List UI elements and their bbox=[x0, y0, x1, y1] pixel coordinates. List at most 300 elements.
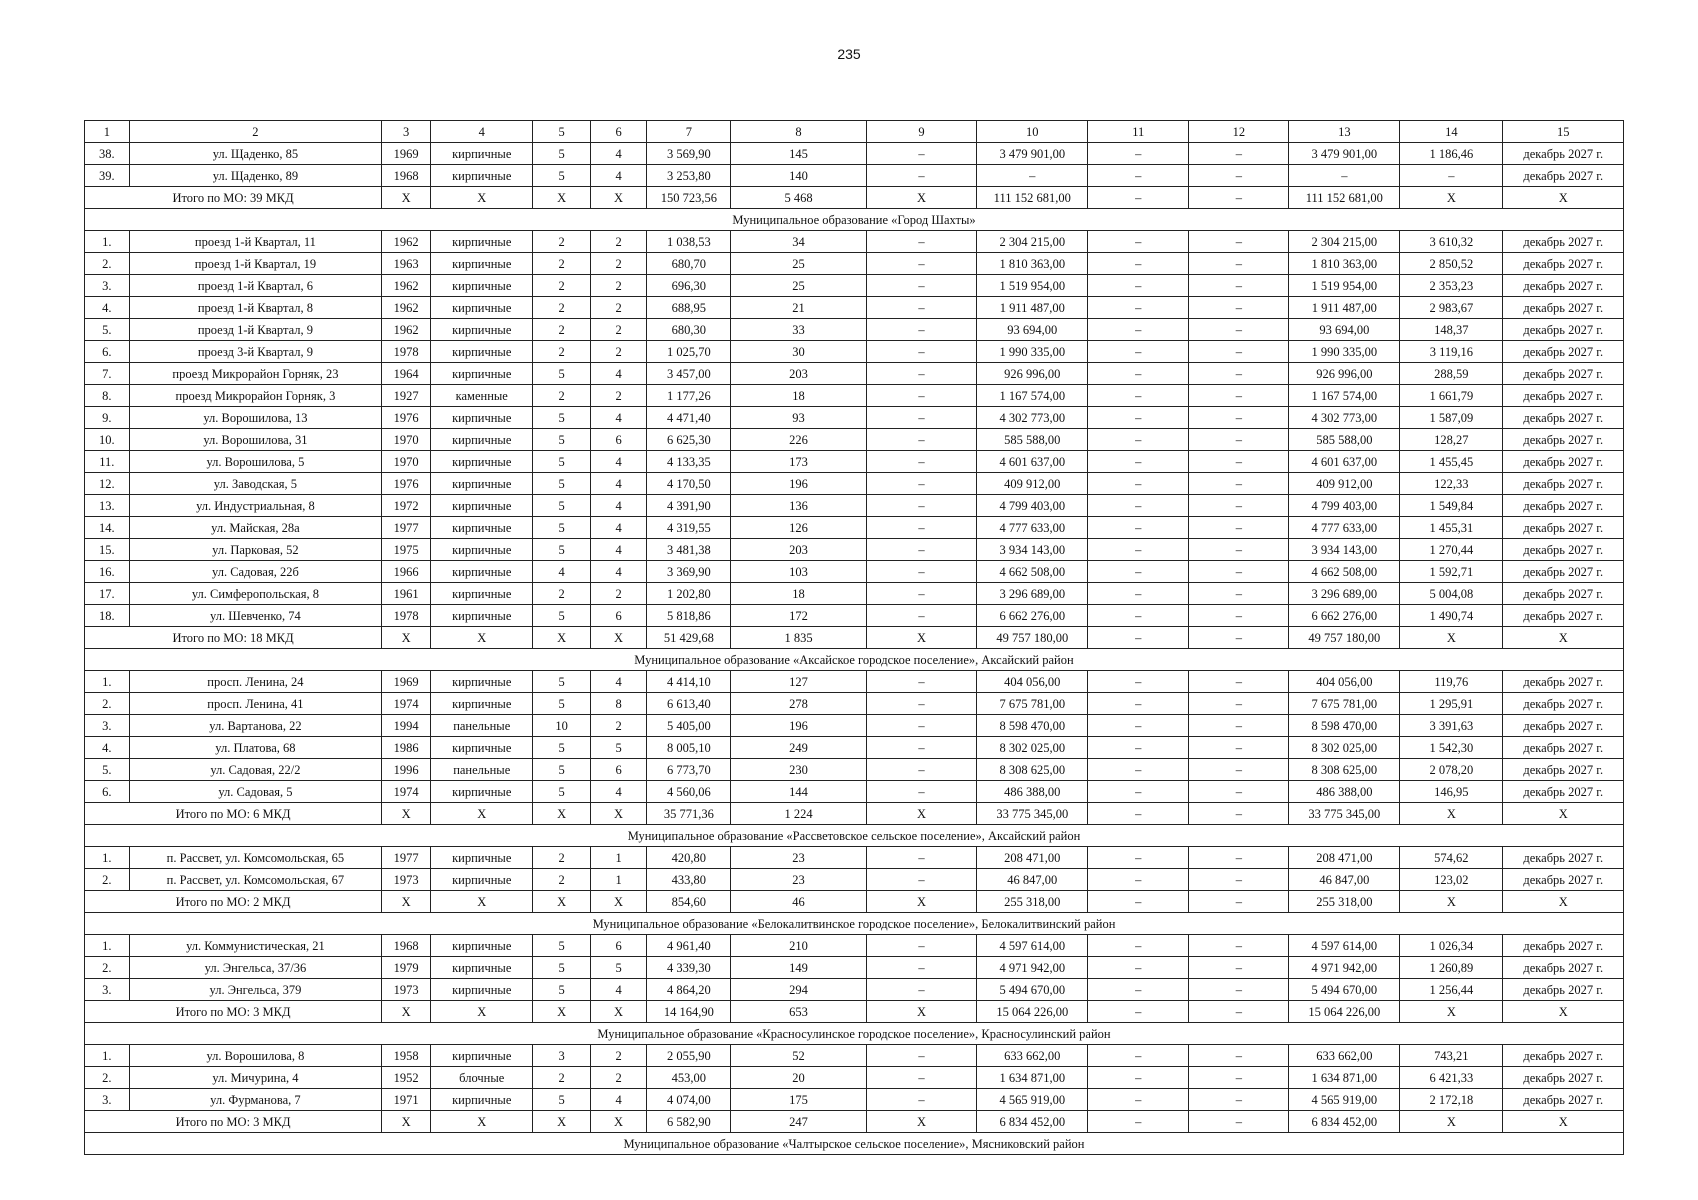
table-cell: 33 bbox=[731, 319, 866, 341]
table-cell: – bbox=[1088, 231, 1189, 253]
table-cell: 1 025,70 bbox=[647, 341, 731, 363]
table-cell: 1 587,09 bbox=[1400, 407, 1503, 429]
table-cell: 4 133,35 bbox=[647, 451, 731, 473]
municipality-row bbox=[85, 825, 1624, 847]
table-cell: 1 490,74 bbox=[1400, 605, 1503, 627]
table-cell: 4 bbox=[590, 451, 646, 473]
table-cell: 249 bbox=[731, 737, 866, 759]
table-cell: 4 799 403,00 bbox=[977, 495, 1088, 517]
table-cell: – bbox=[866, 407, 977, 429]
table-cell: ул. Ворошилова, 31 bbox=[129, 429, 381, 451]
table-cell: каменные bbox=[431, 385, 533, 407]
table-cell: – bbox=[1088, 869, 1189, 891]
table-cell: 4 bbox=[590, 363, 646, 385]
table-cell: кирпичные bbox=[431, 297, 533, 319]
total-cell: 15 064 226,00 bbox=[1289, 1001, 1400, 1023]
table-cell: декабрь 2027 г. bbox=[1503, 759, 1624, 781]
table-cell: ул. Фурманова, 7 bbox=[129, 1089, 381, 1111]
table-cell: 8 308 625,00 bbox=[1289, 759, 1400, 781]
table-cell: 5 bbox=[590, 957, 646, 979]
table-cell: 4 339,30 bbox=[647, 957, 731, 979]
table-cell: 1962 bbox=[382, 231, 431, 253]
table-cell: декабрь 2027 г. bbox=[1503, 781, 1624, 803]
table-cell: декабрь 2027 г. bbox=[1503, 583, 1624, 605]
table-cell: 2 bbox=[590, 231, 646, 253]
total-cell: 854,60 bbox=[647, 891, 731, 913]
table-cell: 3 296 689,00 bbox=[977, 583, 1088, 605]
table-row bbox=[85, 605, 1624, 627]
total-cell: 49 757 180,00 bbox=[1289, 627, 1400, 649]
table-cell: декабрь 2027 г. bbox=[1503, 737, 1624, 759]
total-cell: 15 064 226,00 bbox=[977, 1001, 1088, 1023]
table-cell: ул. Щаденко, 89 bbox=[129, 165, 381, 187]
table-cell: 3 119,16 bbox=[1400, 341, 1503, 363]
table-cell: кирпичные bbox=[431, 517, 533, 539]
table-cell: 2 850,52 bbox=[1400, 253, 1503, 275]
table-row bbox=[85, 495, 1624, 517]
table-cell: 3 479 901,00 bbox=[1289, 143, 1400, 165]
column-number-cell: 3 bbox=[382, 121, 431, 143]
table-cell: 6 bbox=[590, 605, 646, 627]
table-cell: 1 990 335,00 bbox=[977, 341, 1088, 363]
table-cell: 123,02 bbox=[1400, 869, 1503, 891]
table-cell: 1978 bbox=[382, 605, 431, 627]
table-row bbox=[85, 539, 1624, 561]
table-cell: 2 bbox=[533, 319, 591, 341]
table-row bbox=[85, 517, 1624, 539]
table-cell: – bbox=[866, 517, 977, 539]
table-cell: 6. bbox=[85, 781, 130, 803]
table-cell: 2. bbox=[85, 253, 130, 275]
column-number-cell: 10 bbox=[977, 121, 1088, 143]
table-cell: – bbox=[1189, 759, 1289, 781]
table-cell: – bbox=[866, 495, 977, 517]
table-cell: 2. bbox=[85, 869, 130, 891]
table-cell: 10 bbox=[533, 715, 591, 737]
table-cell: – bbox=[1088, 759, 1189, 781]
table-cell: 173 bbox=[731, 451, 866, 473]
table-cell: 4 471,40 bbox=[647, 407, 731, 429]
table-cell: 30 bbox=[731, 341, 866, 363]
table-cell: кирпичные bbox=[431, 429, 533, 451]
table-cell: – bbox=[866, 275, 977, 297]
table-cell: 1968 bbox=[382, 935, 431, 957]
table-row bbox=[85, 693, 1624, 715]
table-cell: 52 bbox=[731, 1045, 866, 1067]
table-cell: 7 675 781,00 bbox=[1289, 693, 1400, 715]
table-cell: – bbox=[1189, 253, 1289, 275]
table-cell: 486 388,00 bbox=[1289, 781, 1400, 803]
table-cell: 3. bbox=[85, 979, 130, 1001]
table-cell: – bbox=[866, 253, 977, 275]
total-cell: 35 771,36 bbox=[647, 803, 731, 825]
total-row bbox=[85, 1001, 1624, 1023]
total-cell: X bbox=[1503, 1001, 1624, 1023]
total-cell: – bbox=[1088, 803, 1189, 825]
total-cell: – bbox=[1189, 187, 1289, 209]
table-cell: 1962 bbox=[382, 319, 431, 341]
table-cell: 2 bbox=[590, 297, 646, 319]
total-cell: X bbox=[866, 891, 977, 913]
table-row bbox=[85, 957, 1624, 979]
table-cell: декабрь 2027 г. bbox=[1503, 671, 1624, 693]
total-cell: X bbox=[590, 1111, 646, 1133]
table-cell: 25 bbox=[731, 253, 866, 275]
table-cell: ул. Майская, 28а bbox=[129, 517, 381, 539]
total-cell: 46 bbox=[731, 891, 866, 913]
total-cell: X bbox=[1400, 803, 1503, 825]
table-cell: 149 bbox=[731, 957, 866, 979]
table-cell: – bbox=[866, 979, 977, 1001]
table-cell: декабрь 2027 г. bbox=[1503, 275, 1624, 297]
table-cell: 2 bbox=[533, 869, 591, 891]
table-cell: 1 634 871,00 bbox=[977, 1067, 1088, 1089]
table-cell: декабрь 2027 г. bbox=[1503, 979, 1624, 1001]
table-cell: 1963 bbox=[382, 253, 431, 275]
table-cell: 5 bbox=[533, 605, 591, 627]
total-cell: X bbox=[431, 1111, 533, 1133]
total-cell: – bbox=[1189, 803, 1289, 825]
table-cell: – bbox=[866, 319, 977, 341]
table-cell: проезд 1-й Квартал, 8 bbox=[129, 297, 381, 319]
table-row bbox=[85, 1067, 1624, 1089]
table-cell: ул. Садовая, 22/2 bbox=[129, 759, 381, 781]
table-cell: 4 777 633,00 bbox=[1289, 517, 1400, 539]
table-cell: 17. bbox=[85, 583, 130, 605]
table-cell: ул. Вартанова, 22 bbox=[129, 715, 381, 737]
table-cell: 4 bbox=[590, 781, 646, 803]
table-cell: 4 bbox=[590, 671, 646, 693]
total-row bbox=[85, 803, 1624, 825]
table-cell: 1976 bbox=[382, 407, 431, 429]
table-cell: 5 bbox=[533, 957, 591, 979]
table-cell: 208 471,00 bbox=[977, 847, 1088, 869]
table-cell: – bbox=[1189, 979, 1289, 1001]
table-cell: декабрь 2027 г. bbox=[1503, 363, 1624, 385]
table-cell: проезд Микрорайон Горняк, 23 bbox=[129, 363, 381, 385]
total-cell: 247 bbox=[731, 1111, 866, 1133]
table-cell: – bbox=[866, 957, 977, 979]
table-cell: ул. Коммунистическая, 21 bbox=[129, 935, 381, 957]
table-cell: проезд 1-й Квартал, 9 bbox=[129, 319, 381, 341]
table-cell: кирпичные bbox=[431, 319, 533, 341]
table-cell: 696,30 bbox=[647, 275, 731, 297]
total-cell: 653 bbox=[731, 1001, 866, 1023]
table-cell: 2 bbox=[590, 341, 646, 363]
table-cell: 1 911 487,00 bbox=[1289, 297, 1400, 319]
table-cell: 2 bbox=[590, 253, 646, 275]
table-cell: – bbox=[1400, 165, 1503, 187]
table-cell: кирпичные bbox=[431, 253, 533, 275]
table-cell: 4 565 919,00 bbox=[1289, 1089, 1400, 1111]
table-cell: декабрь 2027 г. bbox=[1503, 319, 1624, 341]
table-cell: кирпичные bbox=[431, 605, 533, 627]
table-row bbox=[85, 385, 1624, 407]
table-cell: 4 319,55 bbox=[647, 517, 731, 539]
table-cell: – bbox=[1088, 319, 1189, 341]
table-cell: – bbox=[1189, 781, 1289, 803]
table-cell: 433,80 bbox=[647, 869, 731, 891]
table-cell: – bbox=[977, 165, 1088, 187]
table-cell: 2 bbox=[533, 275, 591, 297]
table-cell: 1976 bbox=[382, 473, 431, 495]
table-cell: 2 bbox=[533, 341, 591, 363]
table-cell: 5 bbox=[533, 539, 591, 561]
table-cell: 23 bbox=[731, 869, 866, 891]
table-cell: 2 bbox=[533, 253, 591, 275]
table-cell: 5 bbox=[533, 517, 591, 539]
table-cell: 3. bbox=[85, 275, 130, 297]
table-cell: – bbox=[1189, 143, 1289, 165]
total-cell: – bbox=[1088, 891, 1189, 913]
table-cell: – bbox=[866, 737, 977, 759]
total-cell: – bbox=[1088, 1001, 1189, 1023]
table-cell: 688,95 bbox=[647, 297, 731, 319]
table-cell: – bbox=[866, 671, 977, 693]
table-cell: 196 bbox=[731, 715, 866, 737]
table-cell: 1973 bbox=[382, 979, 431, 1001]
table-cell: 1 810 363,00 bbox=[1289, 253, 1400, 275]
table-cell: 4 391,90 bbox=[647, 495, 731, 517]
table-cell: 1 810 363,00 bbox=[977, 253, 1088, 275]
table-cell: – bbox=[866, 605, 977, 627]
table-cell: декабрь 2027 г. bbox=[1503, 715, 1624, 737]
table-cell: 5 494 670,00 bbox=[1289, 979, 1400, 1001]
table-cell: 1964 bbox=[382, 363, 431, 385]
table-cell: 404 056,00 bbox=[977, 671, 1088, 693]
table-cell: 93 694,00 bbox=[1289, 319, 1400, 341]
table-cell: кирпичные bbox=[431, 847, 533, 869]
table-cell: кирпичные bbox=[431, 341, 533, 363]
table-cell: – bbox=[1088, 341, 1189, 363]
total-cell: X bbox=[533, 627, 591, 649]
total-cell: X bbox=[866, 187, 977, 209]
table-cell: 2 bbox=[590, 583, 646, 605]
table-cell: 1 455,31 bbox=[1400, 517, 1503, 539]
table-cell: – bbox=[866, 583, 977, 605]
table-cell: 3 296 689,00 bbox=[1289, 583, 1400, 605]
table-cell: 1 270,44 bbox=[1400, 539, 1503, 561]
table-cell: 288,59 bbox=[1400, 363, 1503, 385]
municipality-title: Муниципальное образование «Город Шахты» bbox=[85, 209, 1624, 231]
table-cell: 2 bbox=[590, 1067, 646, 1089]
table-cell: 486 388,00 bbox=[977, 781, 1088, 803]
table-cell: – bbox=[866, 231, 977, 253]
table-cell: 1968 bbox=[382, 165, 431, 187]
municipality-title: Муниципальное образование «Рассветовское сельское поселение», Аксайский район bbox=[85, 825, 1624, 847]
table-cell: 5 bbox=[533, 781, 591, 803]
table-cell: 1 542,30 bbox=[1400, 737, 1503, 759]
table-cell: 5 bbox=[533, 451, 591, 473]
table-cell: 5 bbox=[590, 737, 646, 759]
table-cell: – bbox=[1289, 165, 1400, 187]
table-cell: – bbox=[1088, 1045, 1189, 1067]
table-cell: ул. Ворошилова, 5 bbox=[129, 451, 381, 473]
table-cell: – bbox=[1189, 671, 1289, 693]
total-cell: X bbox=[533, 803, 591, 825]
table-cell: – bbox=[866, 429, 977, 451]
table-cell: ул. Щаденко, 85 bbox=[129, 143, 381, 165]
table-cell: 23 bbox=[731, 847, 866, 869]
table-cell: 6 bbox=[590, 429, 646, 451]
table-cell: 1. bbox=[85, 1045, 130, 1067]
table-cell: 4 799 403,00 bbox=[1289, 495, 1400, 517]
table-cell: 3 610,32 bbox=[1400, 231, 1503, 253]
total-cell: 51 429,68 bbox=[647, 627, 731, 649]
table-cell: – bbox=[1189, 517, 1289, 539]
table-cell: 2 bbox=[590, 1045, 646, 1067]
table-cell: кирпичные bbox=[431, 979, 533, 1001]
column-number-cell: 15 bbox=[1503, 121, 1624, 143]
total-cell: X bbox=[866, 1001, 977, 1023]
table-cell: 3. bbox=[85, 1089, 130, 1111]
table-cell: – bbox=[1088, 517, 1189, 539]
table-cell: 2 bbox=[533, 231, 591, 253]
table-row bbox=[85, 363, 1624, 385]
table-cell: 208 471,00 bbox=[1289, 847, 1400, 869]
total-cell: X bbox=[1503, 891, 1624, 913]
table-cell: – bbox=[1189, 583, 1289, 605]
table-cell: 2 983,67 bbox=[1400, 297, 1503, 319]
table-cell: 2 bbox=[590, 275, 646, 297]
table-cell: 926 996,00 bbox=[977, 363, 1088, 385]
table-cell: 8 bbox=[590, 693, 646, 715]
table-cell: 210 bbox=[731, 935, 866, 957]
total-cell: X bbox=[382, 1111, 431, 1133]
table-cell: декабрь 2027 г. bbox=[1503, 231, 1624, 253]
table-cell: кирпичные bbox=[431, 561, 533, 583]
total-cell: X bbox=[590, 803, 646, 825]
table-cell: – bbox=[1189, 231, 1289, 253]
table-row bbox=[85, 715, 1624, 737]
table-row bbox=[85, 253, 1624, 275]
municipality-title: Муниципальное образование «Чалтырское сельское поселение», Мясниковский район bbox=[85, 1133, 1624, 1155]
table-cell: кирпичные bbox=[431, 1089, 533, 1111]
table-cell: 172 bbox=[731, 605, 866, 627]
table-cell: 1978 bbox=[382, 341, 431, 363]
table-cell: 5 bbox=[533, 473, 591, 495]
table-cell: – bbox=[1088, 561, 1189, 583]
table-cell: – bbox=[1189, 715, 1289, 737]
table-cell: – bbox=[1088, 275, 1189, 297]
table-cell: – bbox=[866, 165, 977, 187]
table-cell: 5 bbox=[533, 165, 591, 187]
table-cell: 1962 bbox=[382, 275, 431, 297]
table-row bbox=[85, 473, 1624, 495]
table-cell: 2. bbox=[85, 957, 130, 979]
table-cell: 3 391,63 bbox=[1400, 715, 1503, 737]
table-cell: кирпичные bbox=[431, 737, 533, 759]
table-cell: 5 004,08 bbox=[1400, 583, 1503, 605]
column-number-cell: 14 bbox=[1400, 121, 1503, 143]
table-cell: ул. Ворошилова, 13 bbox=[129, 407, 381, 429]
table-cell: кирпичные bbox=[431, 539, 533, 561]
table-cell: 1 260,89 bbox=[1400, 957, 1503, 979]
total-cell: X bbox=[533, 1111, 591, 1133]
table-cell: 1969 bbox=[382, 143, 431, 165]
table-cell: 2 304 215,00 bbox=[977, 231, 1088, 253]
table-cell: 4 bbox=[590, 517, 646, 539]
table-cell: 5 bbox=[533, 495, 591, 517]
table-cell: 1952 bbox=[382, 1067, 431, 1089]
table-cell: 1 026,34 bbox=[1400, 935, 1503, 957]
table-cell: 1996 bbox=[382, 759, 431, 781]
table-cell: декабрь 2027 г. bbox=[1503, 1045, 1624, 1067]
table-cell: 3 934 143,00 bbox=[1289, 539, 1400, 561]
table-cell: просп. Ленина, 24 bbox=[129, 671, 381, 693]
table-cell: 1970 bbox=[382, 451, 431, 473]
table-cell: кирпичные bbox=[431, 583, 533, 605]
table-cell: 3 bbox=[533, 1045, 591, 1067]
table-cell: 585 588,00 bbox=[1289, 429, 1400, 451]
table-cell: 1958 bbox=[382, 1045, 431, 1067]
table-cell: 4 bbox=[590, 979, 646, 1001]
total-cell: X bbox=[431, 891, 533, 913]
table-cell: 1 256,44 bbox=[1400, 979, 1503, 1001]
table-cell: 6 bbox=[590, 935, 646, 957]
table-cell: 8 598 470,00 bbox=[1289, 715, 1400, 737]
table-cell: 1971 bbox=[382, 1089, 431, 1111]
table-row bbox=[85, 451, 1624, 473]
table-cell: 278 bbox=[731, 693, 866, 715]
table-cell: 6 625,30 bbox=[647, 429, 731, 451]
table-cell: – bbox=[866, 1089, 977, 1111]
table-cell: 2 bbox=[590, 319, 646, 341]
table-cell: 409 912,00 bbox=[977, 473, 1088, 495]
table-cell: 5 bbox=[533, 407, 591, 429]
table-cell: 4 bbox=[590, 473, 646, 495]
table-cell: ул. Садовая, 5 bbox=[129, 781, 381, 803]
table-cell: ул. Шевченко, 74 bbox=[129, 605, 381, 627]
table-cell: декабрь 2027 г. bbox=[1503, 385, 1624, 407]
table-cell: кирпичные bbox=[431, 165, 533, 187]
table-cell: – bbox=[1088, 1067, 1189, 1089]
table-cell: – bbox=[1088, 495, 1189, 517]
table-cell: панельные bbox=[431, 759, 533, 781]
table-cell: 633 662,00 bbox=[977, 1045, 1088, 1067]
total-cell: X bbox=[866, 627, 977, 649]
column-number-cell: 1 bbox=[85, 121, 130, 143]
table-cell: – bbox=[866, 297, 977, 319]
table-cell: 2 bbox=[533, 385, 591, 407]
table-cell: 1927 bbox=[382, 385, 431, 407]
table-cell: 420,80 bbox=[647, 847, 731, 869]
table-cell: 1973 bbox=[382, 869, 431, 891]
total-cell: 111 152 681,00 bbox=[1289, 187, 1400, 209]
total-cell: X bbox=[382, 891, 431, 913]
table-cell: 680,70 bbox=[647, 253, 731, 275]
table-cell: 6. bbox=[85, 341, 130, 363]
total-label: Итого по МО: 6 МКД bbox=[85, 803, 382, 825]
table-cell: – bbox=[1189, 385, 1289, 407]
table-cell: 1979 bbox=[382, 957, 431, 979]
table-cell: декабрь 2027 г. bbox=[1503, 165, 1624, 187]
table-cell: – bbox=[866, 869, 977, 891]
total-row bbox=[85, 1111, 1624, 1133]
table-cell: – bbox=[1189, 407, 1289, 429]
table-cell: 5 bbox=[533, 935, 591, 957]
total-cell: X bbox=[431, 803, 533, 825]
total-cell: – bbox=[1088, 1111, 1189, 1133]
table-cell: проезд 3-й Квартал, 9 bbox=[129, 341, 381, 363]
table-cell: 5 bbox=[533, 429, 591, 451]
table-cell: декабрь 2027 г. bbox=[1503, 407, 1624, 429]
table-cell: – bbox=[1189, 957, 1289, 979]
table-cell: кирпичные bbox=[431, 473, 533, 495]
table-cell: – bbox=[866, 473, 977, 495]
table-cell: – bbox=[1189, 341, 1289, 363]
table-cell: 140 bbox=[731, 165, 866, 187]
